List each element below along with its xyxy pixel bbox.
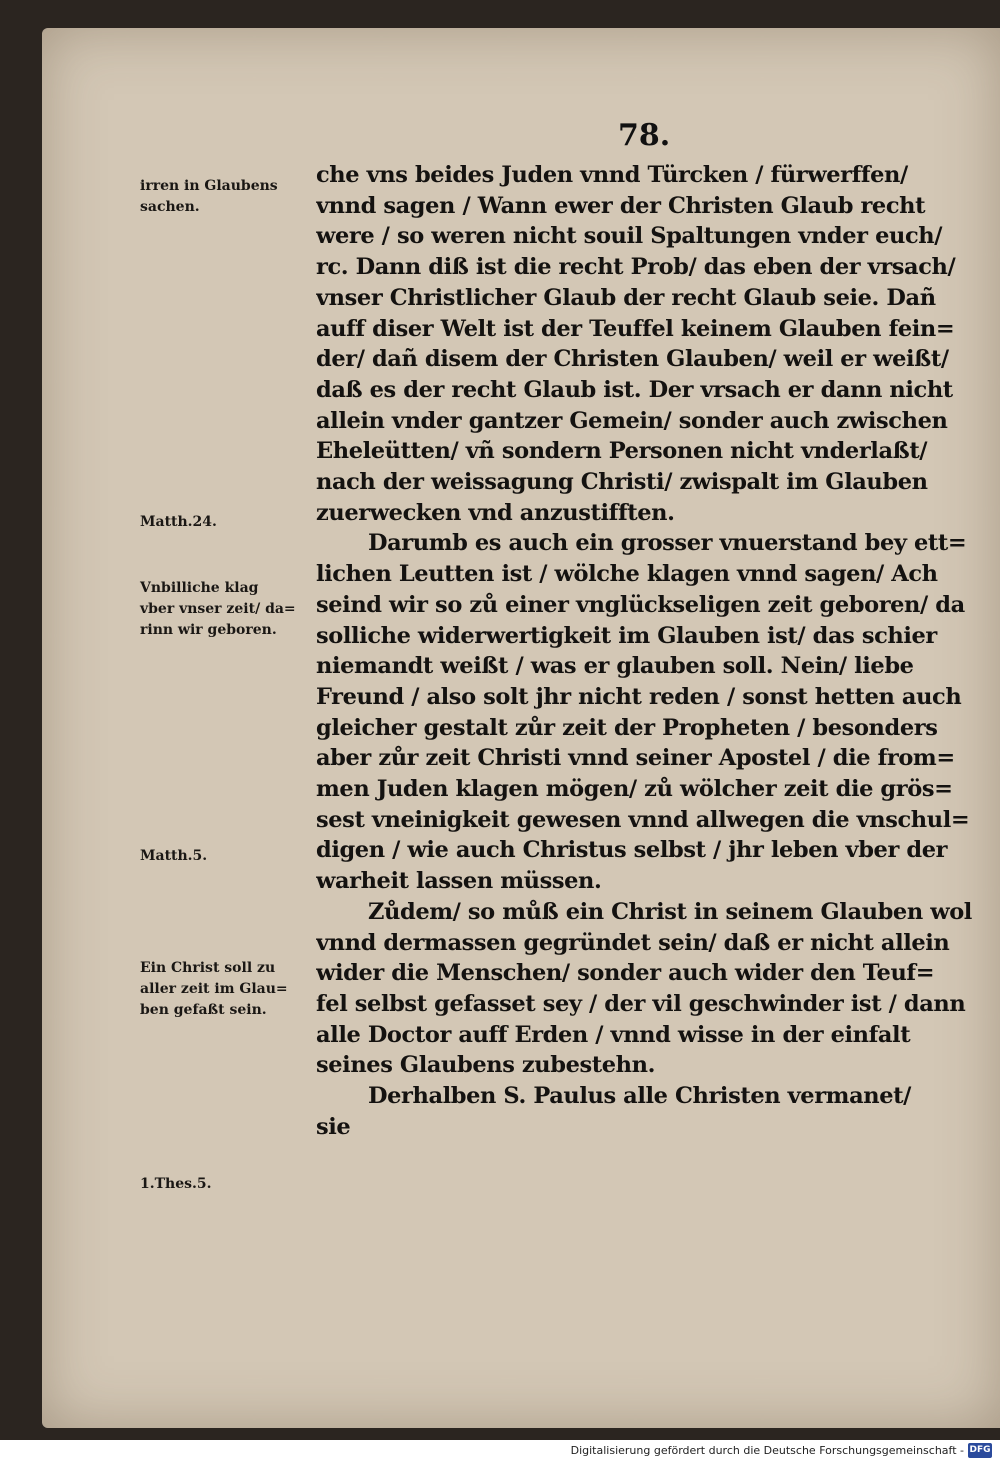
margin-note-line: 1.Thes.5.: [140, 1176, 212, 1192]
text-line: Eheleütten/ vñ sondern Personen nicht vnderlaßt/: [316, 438, 928, 465]
margin-note-line: Matth.5.: [140, 848, 208, 864]
text-line: digen / wie auch Christus selbst / jhr leben vber der: [316, 837, 948, 864]
text-line: aber zůr zeit Christi vnnd seiner Apostel / die from=: [316, 745, 955, 772]
page-number: 78.: [618, 118, 671, 153]
text-line: che vns beides Juden vnnd Türcken / fürwerffen/: [316, 162, 908, 188]
margin-note-1: [140, 176, 330, 218]
text-line: nach der weissagung Christi/ zwispalt im Glauben: [316, 469, 928, 496]
margin-note-line: Vnbilliche klag: [140, 580, 259, 596]
text-line: vnnd dermassen gegründet sein/ daß er nicht allein: [316, 929, 950, 956]
text-line: men Juden klagen mögen/ zů wölcher zeit die grös=: [316, 776, 953, 803]
text-line: Zůdem/ so můß ein Christ in seinem Glauben wol: [368, 898, 972, 925]
margin-note-3: [140, 578, 330, 641]
margin-note-line: rinn wir geboren.: [140, 622, 277, 638]
body-text: [316, 160, 996, 1143]
margin-note-line: Matth.24.: [140, 514, 217, 530]
text-line: fel selbst gefasset sey / der vil geschwinder ist / dann: [316, 990, 966, 1017]
text-line: sest vneinigkeit gewesen vnnd allwegen die vnschul=: [316, 806, 970, 833]
text-line: gleicher gestalt zůr zeit der Propheten / besonders: [316, 714, 938, 741]
text-line: vnser Christlicher Glaub der recht Glaub seie. Dañ: [316, 284, 936, 311]
text-line: wider die Menschen/ sonder auch wider den Teuf=: [316, 960, 935, 987]
text-line: warheit lassen müssen.: [316, 868, 602, 895]
margin-note-line: Ein Christ soll zu: [140, 960, 276, 976]
text-line: sie: [316, 1113, 351, 1140]
text-line: der/ dañ disem der Christen Glauben/ weil er weißt/: [316, 346, 949, 373]
text-line: daß es der recht Glaub ist. Der vrsach er dann nicht: [316, 376, 953, 403]
margin-note-2: [140, 512, 330, 533]
margin-note-line: irren in Glaubens: [140, 178, 278, 194]
text-line: allein vnder gantzer Gemein/ sonder auch zwischen: [316, 407, 948, 434]
margin-note-4: [140, 846, 330, 867]
text-line: were / so weren nicht souil Spaltungen vnder euch/: [316, 223, 943, 250]
margin-note-line: ben gefaßt sein.: [140, 1002, 267, 1018]
text-line: Darumb es auch ein grosser vnuerstand bey ett=: [368, 530, 967, 557]
text-line: niemandt weißt / was er glauben soll. Nein/ liebe: [316, 653, 914, 680]
text-line: seines Glaubens zubestehn.: [316, 1052, 656, 1079]
text-line: rc. Dann diß ist die recht Prob/ das eben der vrsach/: [316, 254, 956, 281]
text-line: Freund / also solt jhr nicht reden / sonst hetten auch: [316, 683, 962, 710]
text-line: alle Doctor auff Erden / vnnd wisse in der einfalt: [316, 1021, 911, 1048]
text-line: zuerwecken vnd anzustifften.: [316, 499, 675, 526]
text-line: Derhalben S. Paulus alle Christen vermanet/: [368, 1083, 911, 1110]
dfg-logo-icon: DFG: [968, 1443, 992, 1458]
footer-bar: [0, 1440, 1000, 1463]
text-line: seind wir so zů einer vnglückseligen zeit geboren/ da: [316, 591, 965, 618]
margin-note-5: [140, 958, 330, 1021]
footer-credit: Digitalisierung gefördert durch die Deutsche Forschungsgemeinschaft -: [570, 1444, 964, 1457]
margin-note-6: [140, 1174, 330, 1195]
text-line: solliche widerwertigkeit im Glauben ist/ das schier: [316, 622, 937, 649]
margin-note-line: vber vnser zeit/ da=: [140, 601, 296, 617]
margin-note-line: aller zeit im Glau=: [140, 981, 288, 997]
text-line: auff diser Welt ist der Teuffel keinem Glauben fein=: [316, 315, 955, 342]
text-line: lichen Leutten ist / wölche klagen vnnd sagen/ Ach: [316, 561, 938, 588]
margin-note-line: sachen.: [140, 199, 200, 215]
text-line: vnnd sagen / Wann ewer der Christen Glaub recht: [316, 192, 926, 219]
